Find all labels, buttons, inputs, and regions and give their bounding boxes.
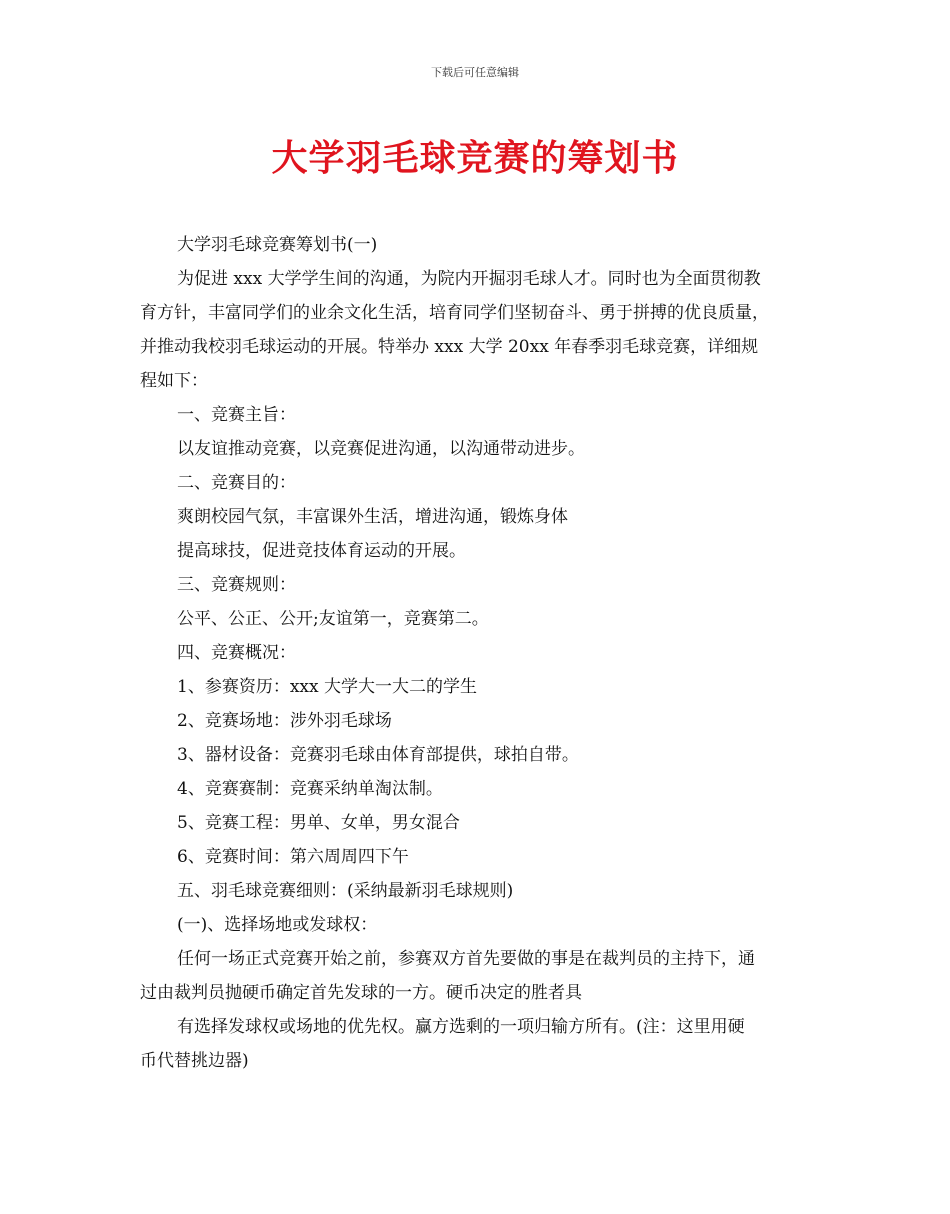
- paragraph-line: 2、竞赛场地：涉外羽毛球场: [177, 711, 392, 731]
- header-note: 下载后可任意编辑: [431, 66, 519, 79]
- paragraph-line: 三、竞赛规则：: [177, 575, 296, 595]
- paragraph-line: 公平、公正、公开;友谊第一，竞赛第二。: [177, 609, 489, 629]
- paragraph-line: 育方针，丰富同学们的业余文化生活，培育同学们坚韧奋斗、勇于拼搏的优良质量，: [140, 303, 769, 323]
- paragraph-line: 币代替挑边器): [140, 1051, 249, 1071]
- paragraph-line: 程如下：: [140, 371, 208, 391]
- paragraph-line: 以友谊推动竞赛，以竞赛促进沟通，以沟通带动进步。: [177, 439, 585, 459]
- paragraph-line: 大学羽毛球竞赛筹划书(一): [177, 235, 378, 255]
- paragraph-line: (一)、选择场地或发球权：: [177, 915, 378, 935]
- paragraph-line: 过由裁判员抛硬币确定首先发球的一方。硬币决定的胜者具: [140, 983, 582, 1003]
- document-body: [140, 228, 820, 1078]
- paragraph-line: 3、器材设备：竞赛羽毛球由体育部提供，球拍自带。: [177, 745, 579, 765]
- paragraph-line: 四、竞赛概况：: [177, 643, 296, 663]
- paragraph-line: 五、羽毛球竞赛细则：(采纳最新羽毛球规则): [177, 881, 514, 901]
- paragraph-line: 二、竞赛目的：: [177, 473, 296, 493]
- paragraph-line: 5、竞赛工程：男单、女单，男女混合: [177, 813, 460, 833]
- paragraph-line: 6、竞赛时间：第六周周四下午: [177, 847, 409, 867]
- paragraph-line: 4、竞赛赛制：竞赛采纳单淘汰制。: [177, 779, 443, 799]
- paragraph-line: 一、竞赛主旨：: [177, 405, 296, 425]
- paragraph-line: 任何一场正式竞赛开始之前，参赛双方首先要做的事是在裁判员的主持下，通: [177, 949, 755, 969]
- page-title: 大学羽毛球竞赛的筹划书: [271, 137, 679, 179]
- paragraph-line: 并推动我校羽毛球运动的开展。特举办 xxx 大学 20xx 年春季羽毛球竞赛，详细规: [140, 337, 759, 357]
- paragraph-line: 1、参赛资历：xxx 大学大一大二的学生: [177, 677, 477, 697]
- paragraph-line: 提高球技，促进竞技体育运动的开展。: [177, 541, 466, 561]
- paragraph-line: 有选择发球权或场地的优先权。赢方选剩的一项归输方所有。(注：这里用硬: [177, 1017, 745, 1037]
- paragraph-line: 为促进 xxx 大学学生间的沟通，为院内开掘羽毛球人才。同时也为全面贯彻教: [177, 269, 761, 289]
- paragraph-line: 爽朗校园气氛，丰富课外生活，增进沟通，锻炼身体: [177, 507, 568, 527]
